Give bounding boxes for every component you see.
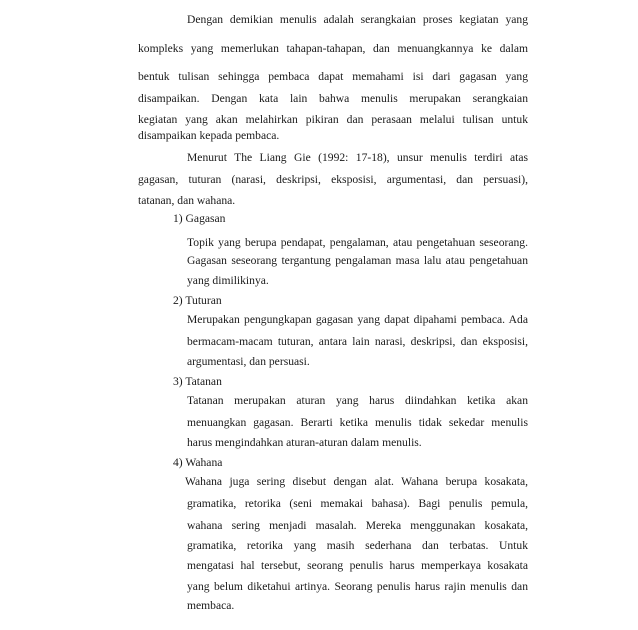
list-item-line: menuangkan gagasan. Berarti ketika menulis tidak sekedar menulis <box>187 416 528 429</box>
list-item-heading: 3) Tatanan <box>173 375 222 388</box>
paragraph-line: disampaikan kepada pembaca. <box>138 129 280 142</box>
list-item-line: yang belum diketahui artinya. Seorang penulis harus rajin menulis dan <box>187 580 528 593</box>
list-item-line: Topik yang berupa pendapat, pengalaman, atau pengetahuan seseorang. <box>187 236 528 249</box>
list-item-line: wahana sering menjadi masalah. Mereka menggunakan kosakata, <box>187 519 528 532</box>
list-item-line: Gagasan seseorang tergantung pengalaman masa lalu atau pengetahuan <box>187 254 528 267</box>
paragraph-line: Menurut The Liang Gie (1992: 17-18), unsur menulis terdiri atas <box>187 151 528 164</box>
paragraph-line: bentuk tulisan sehingga pembaca dapat memahami isi dari gagasan yang <box>138 70 528 83</box>
list-item-line: harus mengindahkan aturan-aturan dalam menulis. <box>187 436 422 449</box>
paragraph-line: Dengan demikian menulis adalah serangkaian proses kegiatan yang <box>187 13 528 26</box>
paragraph-line: tatanan, dan wahana. <box>138 194 236 207</box>
paragraph-line: kompleks yang memerlukan tahapan-tahapan, dan menuangkannya ke dalam <box>138 42 528 55</box>
list-item-heading: 1) Gagasan <box>173 212 226 225</box>
list-item-line: yang dimilikinya. <box>187 274 269 287</box>
list-item-line: Wahana juga sering disebut dengan alat. Wahana berupa kosakata, <box>185 475 528 488</box>
list-item-line: mengatasi hal tersebut, seorang penulis harus memperkaya kosakata <box>187 559 528 572</box>
list-item-line: membaca. <box>187 599 235 612</box>
list-item-line: Merupakan pengungkapan gagasan yang dapat dipahami pembaca. Ada <box>187 313 528 326</box>
paragraph-line: disampaikan. Dengan kata lain bahwa menulis merupakan serangkaian <box>138 92 528 105</box>
list-item-heading: 2) Tuturan <box>173 294 222 307</box>
list-item-heading: 4) Wahana <box>173 456 223 469</box>
list-item-line: gramatika, retorika (seni memakai bahasa). Bagi penulis pemula, <box>187 497 528 510</box>
paragraph-line: gagasan, tuturan (narasi, deskripsi, eksposisi, argumentasi, dan persuasi), <box>138 173 528 186</box>
list-item-line: bermacam-macam tuturan, antara lain narasi, deskripsi, dan eksposisi, <box>187 335 528 348</box>
list-item-line: Tatanan merupakan aturan yang harus diindahkan ketika akan <box>187 394 528 407</box>
list-item-line: argumentasi, dan persuasi. <box>187 355 310 368</box>
paragraph-line: kegiatan yang akan melahirkan pikiran dan perasaan melalui tulisan untuk <box>138 113 528 126</box>
list-item-line: gramatika, retorika yang masih sederhana dan terbatas. Untuk <box>187 539 528 552</box>
